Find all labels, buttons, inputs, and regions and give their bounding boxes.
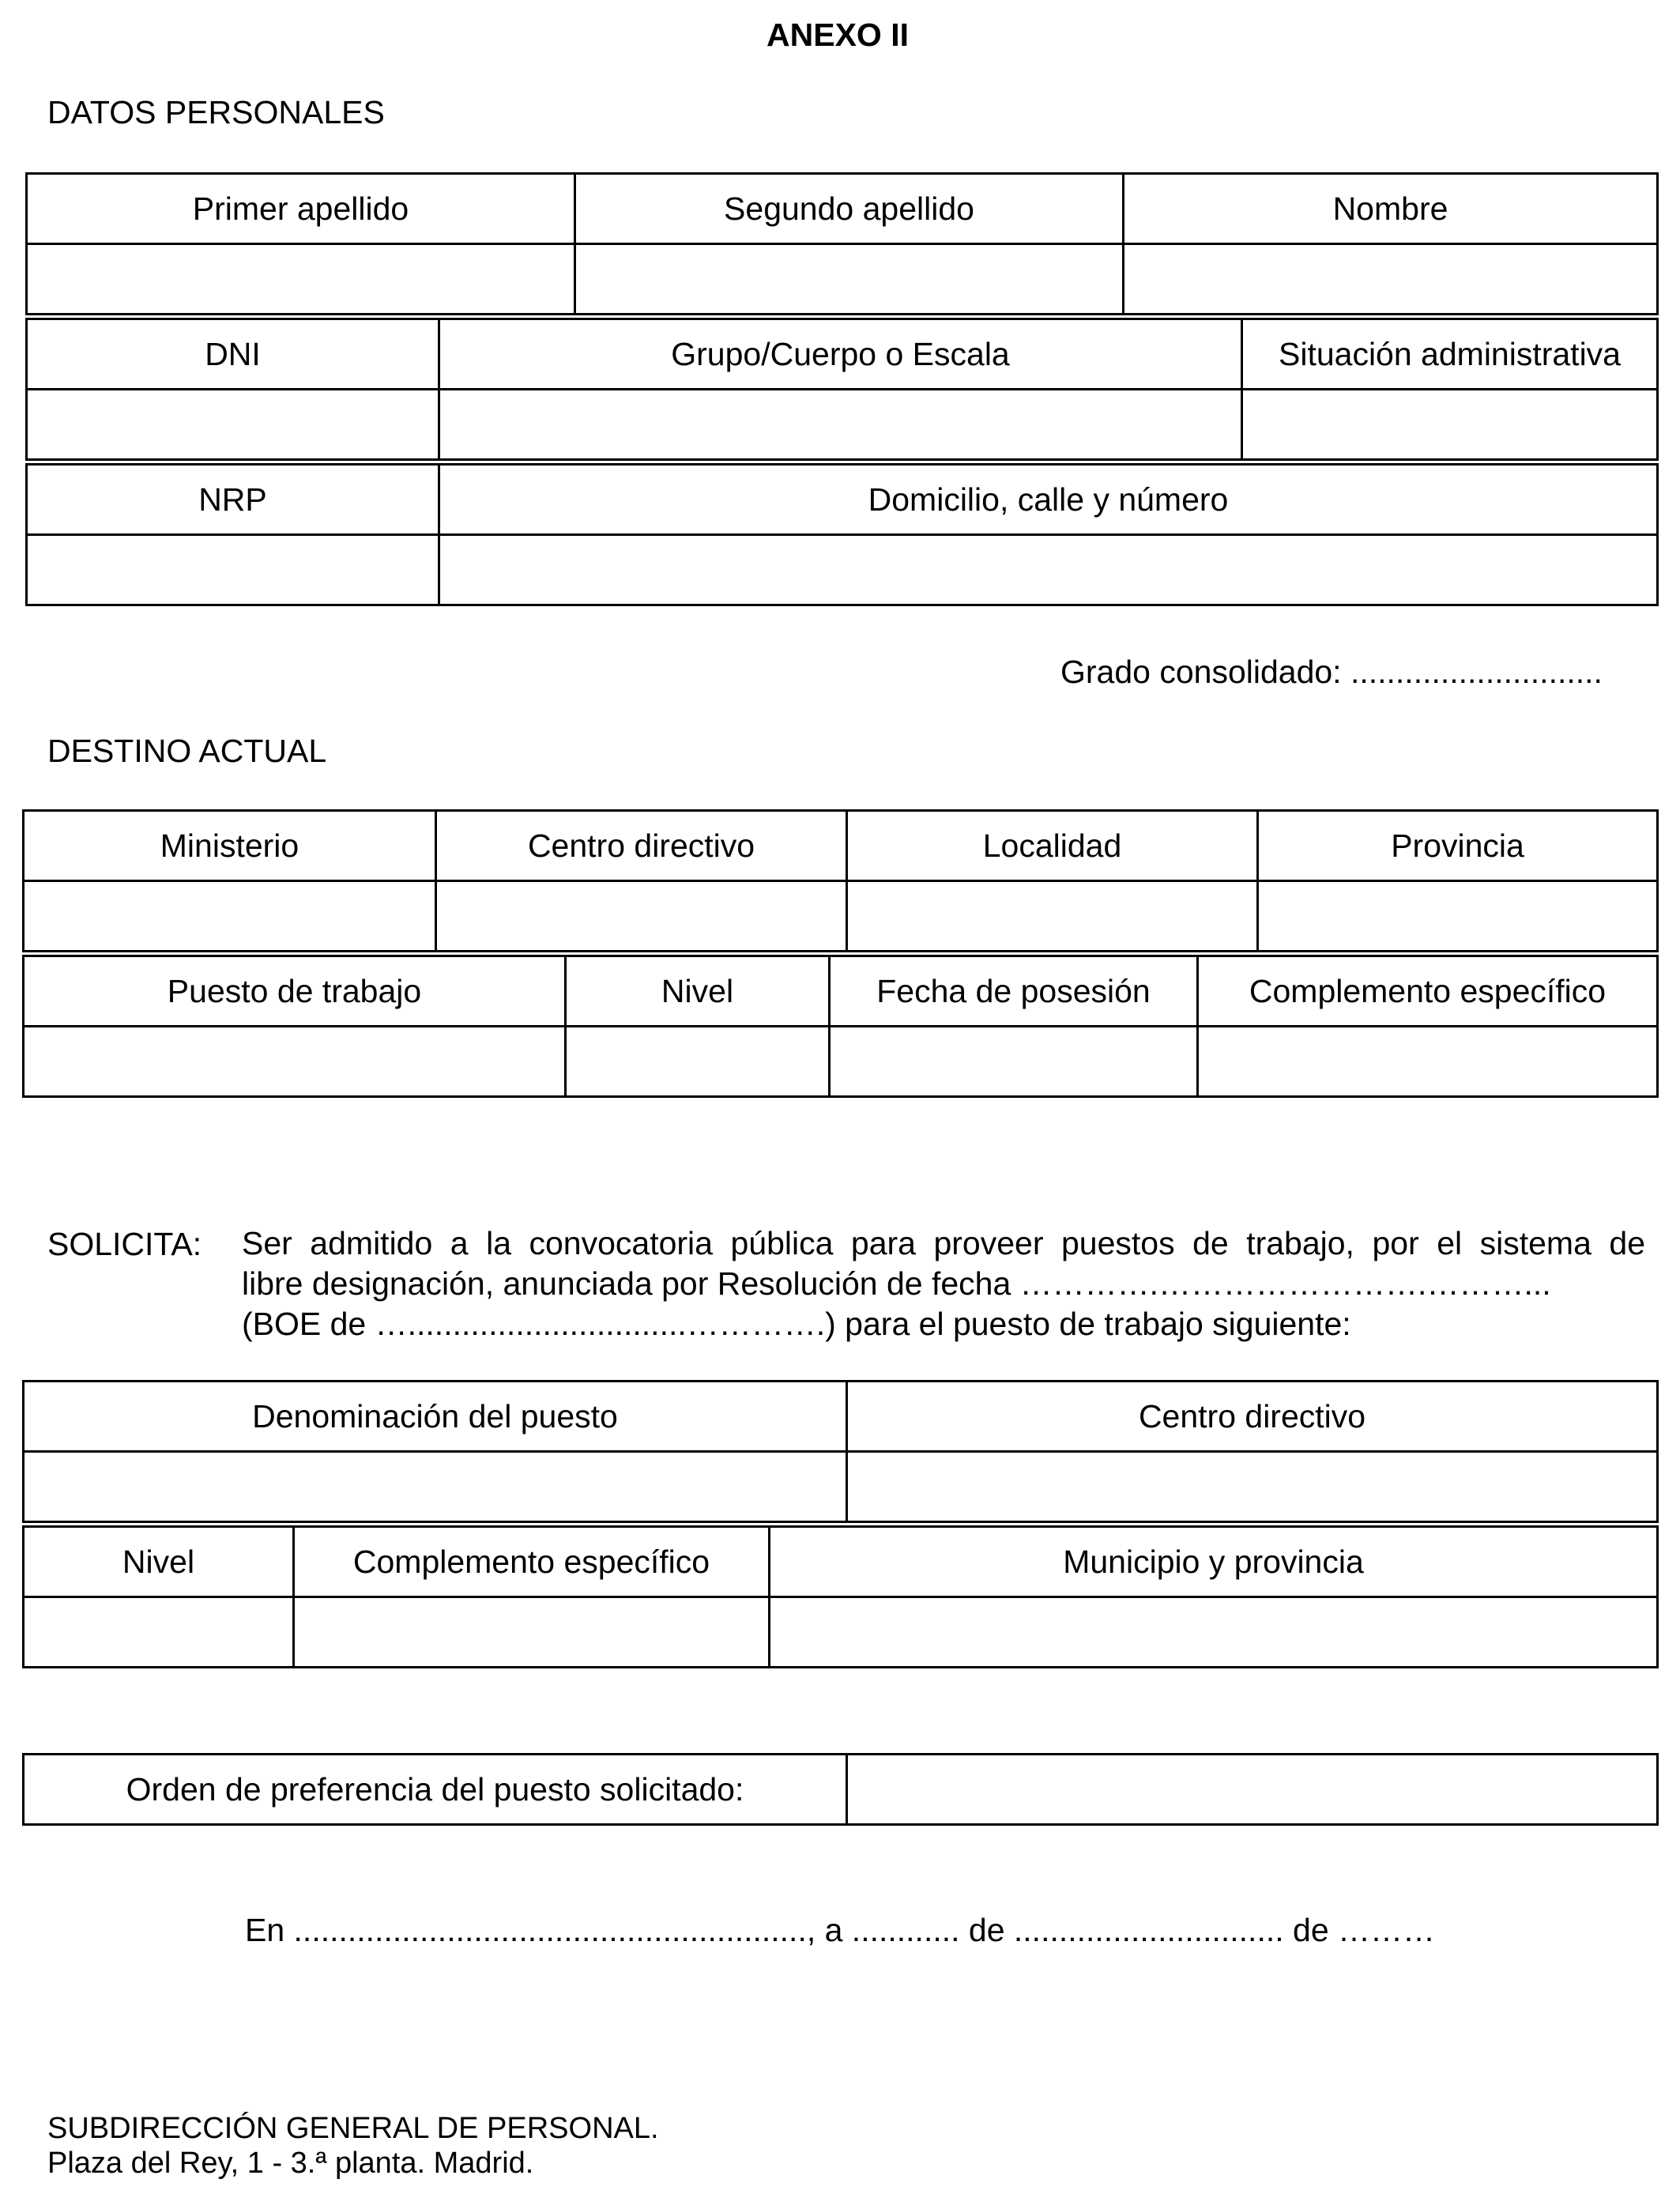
- field-nombre[interactable]: [1124, 244, 1658, 315]
- field-dni[interactable]: [27, 390, 439, 460]
- label-segundo-apellido: Segundo apellido: [575, 174, 1124, 244]
- label-complemento-especifico: Complemento específico: [1198, 956, 1658, 1027]
- section-heading-datos-personales: DATOS PERSONALES: [47, 94, 385, 130]
- label-ministerio: Ministerio: [24, 811, 436, 881]
- label-fecha-posesion: Fecha de posesión: [830, 956, 1198, 1027]
- label-puesto-centro-directivo: Centro directivo: [847, 1382, 1658, 1452]
- grado-consolidado: Grado consolidado: ............................: [1060, 654, 1603, 690]
- label-municipio-provincia: Municipio y provincia: [770, 1527, 1658, 1597]
- solicita-line-2: libre designación, anunciada por Resolución de fecha ………….…………………….………...: [242, 1265, 1551, 1302]
- field-municipio-provincia[interactable]: [770, 1597, 1658, 1668]
- field-denominacion-puesto[interactable]: [24, 1452, 847, 1522]
- field-situacion[interactable]: [1242, 390, 1658, 460]
- field-grupo[interactable]: [439, 390, 1242, 460]
- field-segundo-apellido[interactable]: [575, 244, 1124, 315]
- solicita-line-1: Ser admitido a la convocatoria pública para proveer puestos de trabajo, por el sistema de: [242, 1225, 1645, 1261]
- section-heading-destino-actual: DESTINO ACTUAL: [47, 733, 327, 769]
- solicita-label: SOLICITA:: [47, 1226, 202, 1262]
- orden-preferencia-table: [22, 1753, 1659, 1826]
- puesto-name-table: [22, 1380, 1659, 1523]
- field-puesto-centro-directivo[interactable]: [847, 1452, 1658, 1522]
- label-domicilio: Domicilio, calle y número: [439, 465, 1658, 535]
- field-puesto-complemento[interactable]: [294, 1597, 770, 1668]
- destino-location-table: [22, 809, 1659, 952]
- label-primer-apellido: Primer apellido: [27, 174, 575, 244]
- field-orden-preferencia[interactable]: [847, 1755, 1658, 1825]
- field-complemento-especifico[interactable]: [1198, 1027, 1658, 1097]
- field-nrp[interactable]: [27, 535, 439, 605]
- fecha-lugar-line: En ........................................................., a ............ de .............................. de ………: [245, 1912, 1436, 1948]
- field-domicilio[interactable]: [439, 535, 1658, 605]
- label-denominacion-puesto: Denominación del puesto: [24, 1382, 847, 1452]
- label-puesto-trabajo: Puesto de trabajo: [24, 956, 566, 1027]
- label-grupo: Grupo/Cuerpo o Escala: [439, 319, 1242, 390]
- personal-address-table: [25, 463, 1659, 606]
- label-provincia: Provincia: [1258, 811, 1658, 881]
- field-localidad[interactable]: [847, 881, 1258, 952]
- label-orden-preferencia: Orden de preferencia del puesto solicitado:: [24, 1755, 847, 1825]
- field-puesto-trabajo[interactable]: [24, 1027, 566, 1097]
- puesto-detail-table: [22, 1525, 1659, 1668]
- field-ministerio[interactable]: [24, 881, 436, 952]
- field-puesto-nivel[interactable]: [24, 1597, 294, 1668]
- label-nrp: NRP: [27, 465, 439, 535]
- label-centro-directivo: Centro directivo: [436, 811, 847, 881]
- label-situacion: Situación administrativa: [1242, 319, 1658, 390]
- label-nombre: Nombre: [1124, 174, 1658, 244]
- solicita-line-3: (BOE de …...............................………….) para el puesto de trabajo siguiente:: [242, 1306, 1351, 1342]
- label-localidad: Localidad: [847, 811, 1258, 881]
- personal-admin-table: [25, 318, 1659, 461]
- label-puesto-complemento: Complemento específico: [294, 1527, 770, 1597]
- label-nivel: Nivel: [566, 956, 830, 1027]
- page-title: ANEXO II: [767, 17, 909, 53]
- footer-line-1: SUBDIRECCIÓN GENERAL DE PERSONAL.: [47, 2112, 659, 2145]
- field-fecha-posesion[interactable]: [830, 1027, 1198, 1097]
- field-provincia[interactable]: [1258, 881, 1658, 952]
- destino-job-table: [22, 955, 1659, 1098]
- field-centro-directivo[interactable]: [436, 881, 847, 952]
- footer-line-2: Plaza del Rey, 1 - 3.ª planta. Madrid.: [47, 2147, 534, 2180]
- label-puesto-nivel: Nivel: [24, 1527, 294, 1597]
- label-dni: DNI: [27, 319, 439, 390]
- field-nivel[interactable]: [566, 1027, 830, 1097]
- solicita-text: [242, 1223, 1645, 1344]
- field-primer-apellido[interactable]: [27, 244, 575, 315]
- personal-names-table: [25, 172, 1659, 315]
